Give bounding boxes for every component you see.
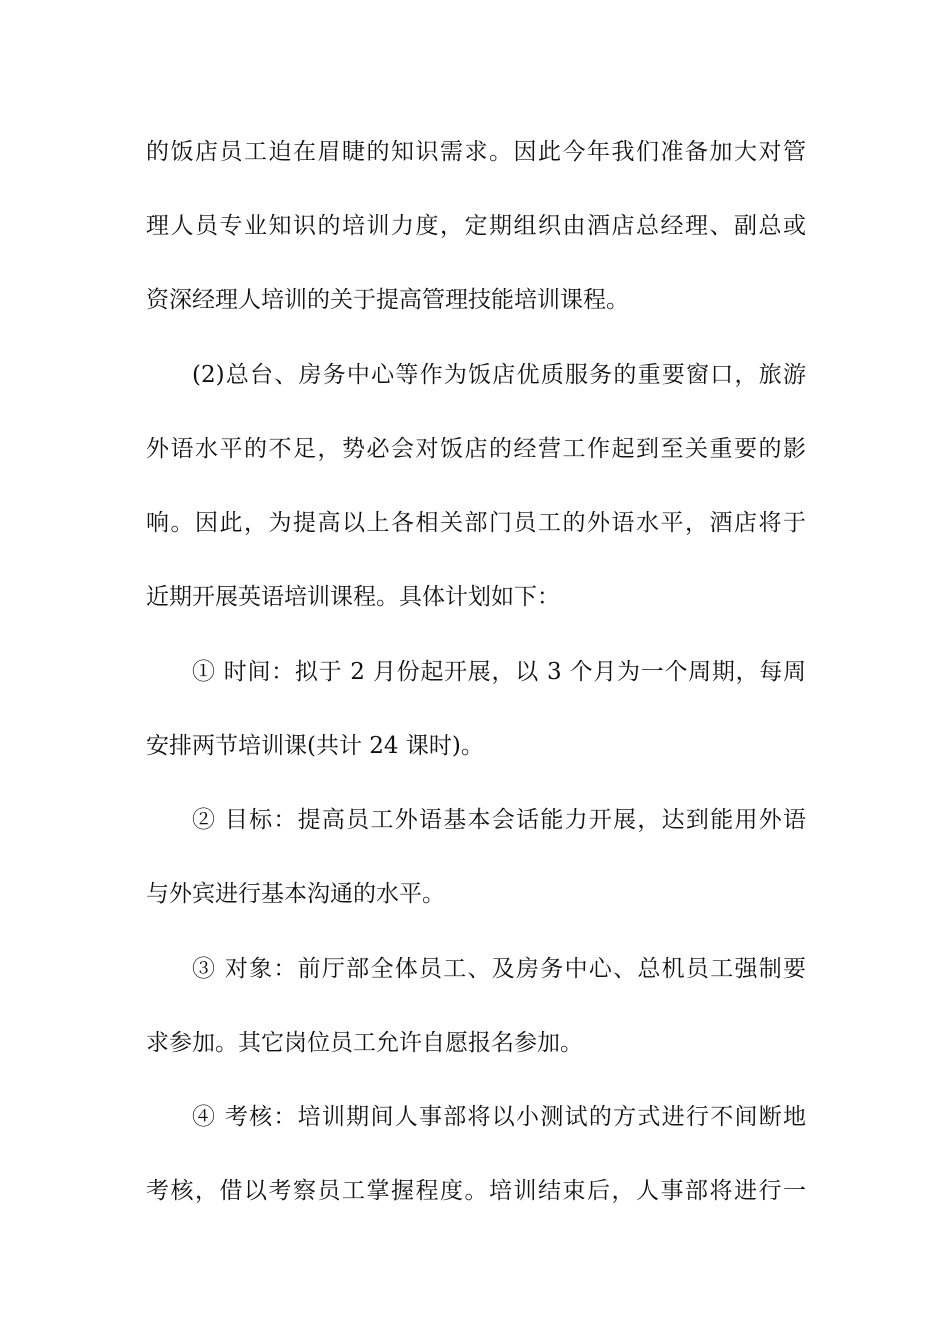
list-item-goal-cont: 与外宾进行基本沟通的水平。 xyxy=(146,881,445,907)
paragraph-line-7: 近期开展英语培训课程。具体计划如下： xyxy=(146,584,560,610)
list-item-target: ③ 对象：前厅部全体员工、及房务中心、总机员工强制要 xyxy=(192,956,806,982)
paragraph-line-4: (2)总台、房务中心等作为饭店优质服务的重要窗口，旅游 xyxy=(192,362,806,388)
list-item-target-cont: 求参加。其它岗位员工允许自愿报名参加。 xyxy=(146,1030,583,1056)
paragraph-line-3: 资深经理人培训的关于提高管理技能培训课程。 xyxy=(146,287,629,313)
list-item-goal: ② 目标：提高员工外语基本会话能力开展，达到能用外语 xyxy=(192,807,806,833)
list-item-assessment-cont: 考核，借以考察员工掌握程度。培训结束后，人事部将进行一 xyxy=(146,1178,806,1204)
paragraph-line-1: 的饭店员工迫在眉睫的知识需求。因此今年我们准备加大对管 xyxy=(146,139,806,165)
list-item-time-cont: 安排两节培训课(共计 24 课时)。 xyxy=(146,733,484,759)
list-item-assessment: ④ 考核：培训期间人事部将以小测试的方式进行不间断地 xyxy=(192,1104,806,1130)
list-item-time: ① 时间：拟于 2 月份起开展，以 3 个月为一个周期，每周 xyxy=(192,659,806,685)
paragraph-line-5: 外语水平的不足，势必会对饭店的经营工作起到至关重要的影 xyxy=(146,436,806,462)
paragraph-line-6: 响。因此，为提高以上各相关部门员工的外语水平，酒店将于 xyxy=(146,510,806,536)
paragraph-line-2: 理人员专业知识的培训力度，定期组织由酒店总经理、副总或 xyxy=(146,213,806,239)
